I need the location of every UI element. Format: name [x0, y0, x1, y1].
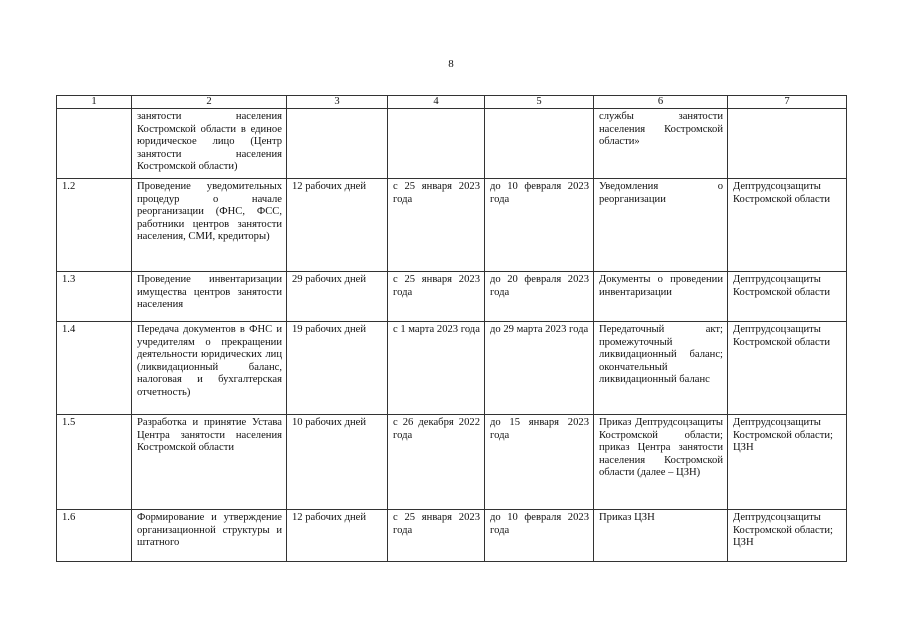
- responsible-cell: Дептрудсоцзащиты Костромской области: [728, 179, 847, 272]
- column-header: 4: [388, 96, 485, 109]
- action-cell: Разработка и принятие Устава Центра занятости населения Костромской области: [132, 415, 287, 510]
- item-number-cell: 1.3: [57, 272, 132, 322]
- responsible-cell: Дептрудсоцзащиты Костромской области; ЦЗН: [728, 510, 847, 562]
- column-header: 7: [728, 96, 847, 109]
- document-cell: Передаточный акт; промежуточный ликвидационный баланс; окончательный ликвидационный баланс: [594, 322, 728, 415]
- item-number-cell: [57, 109, 132, 179]
- start-date-cell: с 26 декабря 2022 года: [388, 415, 485, 510]
- document-cell: Приказ ЦЗН: [594, 510, 728, 562]
- table-row: [57, 109, 847, 179]
- column-header: 3: [287, 96, 388, 109]
- column-header: 6: [594, 96, 728, 109]
- column-number-row: [57, 96, 847, 109]
- document-cell: службы занятости населения Костромской области»: [594, 109, 728, 179]
- column-header: 2: [132, 96, 287, 109]
- table-row: [57, 415, 847, 510]
- table-row: [57, 322, 847, 415]
- item-number-cell: 1.6: [57, 510, 132, 562]
- column-header: 1: [57, 96, 132, 109]
- table-row: [57, 510, 847, 562]
- start-date-cell: с 25 января 2023 года: [388, 510, 485, 562]
- duration-cell: 12 рабочих дней: [287, 179, 388, 272]
- start-date-cell: с 25 января 2023 года: [388, 179, 485, 272]
- responsible-cell: Дептрудсоцзащиты Костромской области: [728, 272, 847, 322]
- action-cell: Проведение уведомительных процедур о начале реорганизации (ФНС, ФСС, работники центров занятости населения, СМИ, кредиторы): [132, 179, 287, 272]
- page-number: 8: [448, 58, 454, 70]
- document-cell: Документы о проведении инвентаризации: [594, 272, 728, 322]
- duration-cell: 12 рабочих дней: [287, 510, 388, 562]
- start-date-cell: с 1 марта 2023 года: [388, 322, 485, 415]
- end-date-cell: [485, 109, 594, 179]
- responsible-cell: [728, 109, 847, 179]
- responsible-cell: Дептрудсоцзащиты Костромской области: [728, 322, 847, 415]
- item-number-cell: 1.5: [57, 415, 132, 510]
- action-cell: Проведение инвентаризации имущества центров занятости населения: [132, 272, 287, 322]
- action-cell: Формирование и утверждение организационной структуры и штатного: [132, 510, 287, 562]
- document-cell: Уведомления о реорганизации: [594, 179, 728, 272]
- table-row: [57, 179, 847, 272]
- duration-cell: [287, 109, 388, 179]
- item-number-cell: 1.2: [57, 179, 132, 272]
- duration-cell: 19 рабочих дней: [287, 322, 388, 415]
- end-date-cell: до 15 января 2023 года: [485, 415, 594, 510]
- end-date-cell: до 10 февраля 2023 года: [485, 179, 594, 272]
- action-cell: Передача документов в ФНС и учредителям о прекращении деятельности юридических лиц (ликвидационный баланс, налоговая и бухгалтерская отчетность): [132, 322, 287, 415]
- duration-cell: 29 рабочих дней: [287, 272, 388, 322]
- document-cell: Приказ Дептрудсоцзащиты Костромской области; приказ Центра занятости населения Костромской области (далее – ЦЗН): [594, 415, 728, 510]
- end-date-cell: до 20 февраля 2023 года: [485, 272, 594, 322]
- start-date-cell: с 25 января 2023 года: [388, 272, 485, 322]
- table-row: [57, 272, 847, 322]
- responsible-cell: Дептрудсоцзащиты Костромской области; ЦЗН: [728, 415, 847, 510]
- duration-cell: 10 рабочих дней: [287, 415, 388, 510]
- action-cell: занятости населения Костромской области в единое юридическое лицо (Центр занятости населения Костромской области): [132, 109, 287, 179]
- end-date-cell: до 10 февраля 2023 года: [485, 510, 594, 562]
- column-header: 5: [485, 96, 594, 109]
- end-date-cell: до 29 марта 2023 года: [485, 322, 594, 415]
- reorganization-plan-table: [56, 95, 847, 562]
- item-number-cell: 1.4: [57, 322, 132, 415]
- start-date-cell: [388, 109, 485, 179]
